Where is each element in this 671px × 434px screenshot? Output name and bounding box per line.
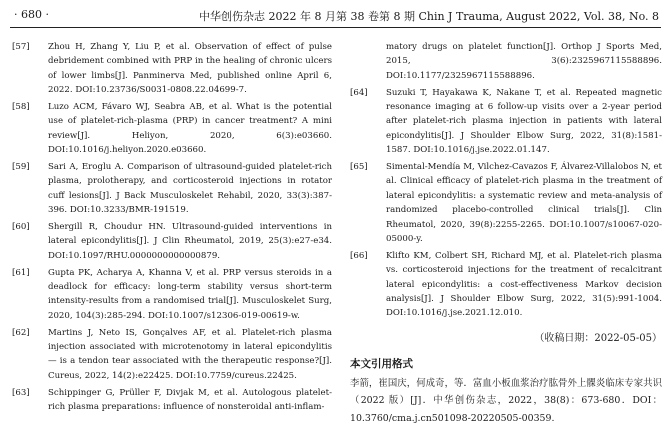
reference-text: Suzuki T, Hayakawa K, Nakane T, et al. Repeated magnetic resonance imaging at 6 follow-up visits over a 2-year period after platelet-rich plasma injection in patients with lateral epicondylitis[J]. J Shoulder Elbow Surg, 2022, 31(8):1581-1587. DOI:10.1016/j.jse.2022.01.147. (386, 87, 662, 156)
reference-item (12, 386, 332, 415)
reference-text: Schippinger G, Prüller F, Divjak M, et al. Autologous platelet-rich plasma preparations: influence of nonsteroidal anti-inflam- (48, 387, 332, 413)
reference-item (12, 160, 332, 218)
citation-heading: 本文引用格式 (350, 357, 413, 370)
reference-item (12, 266, 332, 324)
right-column (350, 40, 662, 427)
reference-item (12, 40, 332, 98)
reference-text: Simental-Mendía M, Vilchez-Cavazos F, Álvarez-Villalobos N, et al. Clinical efficacy of platelet-rich plasma in the treatment of lateral epicondylitis: a systematic review and meta-analysis of randomized placebo-controlled clinical trials[J]. Clin Rheumatol, 2020, 39(8):2255-2265. DOI:10.1007/s10067-020-05000-y. (386, 162, 662, 245)
reference-text: Sari A, Eroglu A. Comparison of ultrasound-guided platelet-rich plasma, prolotherapy, and corticosteroid injections in rotator cuff lesions[J]. J Back Musculoskelet Rehabil, 2020, 33(3):387-396. DOI:10.3233/BMR-191519. (48, 162, 332, 216)
reference-number: [59] (12, 162, 30, 173)
header-rule (10, 27, 661, 28)
reference-text: matory drugs on platelet function[J]. Orthop J Sports Med, 2015, 3(6):2325967115588896. DOI:10.1177/2325967115588896. (386, 42, 662, 81)
reference-item (350, 86, 662, 158)
reference-text: Martins J, Neto IS, Gonçalves AF, et al. Platelet-rich plasma injection associated with microtenotomy in lateral epicondylitis — is a tendon tear associated with the therapeutic response?[J]. Cureus, 2022, 14(2):e22425. DOI:10.7759/cureus.22425. (48, 327, 332, 381)
reference-number: [65] (350, 162, 368, 173)
reference-number: [58] (12, 102, 30, 113)
journal-running-title: 中华创伤杂志 2022 年 8 月第 38 卷第 8 期 Chin J Trauma, August 2022, Vol. 38, No. 8 (199, 10, 659, 23)
reference-item (350, 160, 662, 246)
reference-item-continued (350, 40, 662, 83)
reference-item (350, 249, 662, 321)
reference-number: [61] (12, 267, 30, 278)
received-date: （收稿日期：2022-05-05） (534, 332, 662, 344)
left-column (12, 40, 332, 417)
reference-number: [66] (350, 250, 368, 261)
reference-item (12, 100, 332, 158)
reference-number: [64] (350, 87, 368, 98)
citation-text: 李箭，崔国庆，何成奇，等．富血小板血浆治疗肱骨外上髁炎临床专家共识（2022 版）[J]．中华创伤杂志，2022，38(8)：673-680．DOI：10.3760/cma.j.cn501098-20220505-00359. (350, 377, 662, 424)
reference-text: Luzo ACM, Fávaro WJ, Seabra AB, et al. What is the potential use of platelet-rich-plasma (PRP) in cancer treatment? A mini review[J]. Heliyon, 2020, 6(3):e03660. DOI:10.1016/j.heliyon.2020.e03660. (48, 102, 332, 156)
reference-item (12, 326, 332, 384)
reference-item (12, 220, 332, 263)
reference-number: [62] (12, 327, 30, 338)
reference-text: Zhou H, Zhang Y, Liu P, et al. Observation of effect of pulse debridement combined with PRP in the healing of chronic ulcers of lower limbs[J]. Panminerva Med, published online April 6, 2022. DOI:10.23736/S0031-0808.22.04699-7. (48, 42, 332, 96)
reference-text: Gupta PK, Acharya A, Khanna V, et al. PRP versus steroids in a deadlock for efficacy: long-term stability versus short-term intensity-results from a randomised trial[J]. Musculoskelet Surg, 2020, 104(3):285-294. DOI:10.1007/s12306-019-00619-w. (48, 267, 332, 321)
page-header (0, 0, 671, 30)
reference-text: Shergill R, Choudur HN. Ultrasound-guided interventions in lateral epicondylitis[J]. J Clin Rheumatol, 2019, 25(3):e27-e34. DOI:10.1097/RHU.0000000000000879. (48, 222, 332, 261)
page-number: · 680 · (14, 8, 49, 21)
reference-number: [60] (12, 222, 30, 233)
reference-number: [63] (12, 387, 30, 398)
reference-number: [57] (12, 42, 30, 52)
reference-text: Klifto KM, Colbert SH, Richard MJ, et al. Platelet-rich plasma vs. corticosteroid injections for the treatment of recalcitrant lateral epicondylitis: a cost-effectiveness Markov decision analysis[J]. J Shoulder Elbow Surg, 2022, 31(5):991-1004. DOI:10.1016/j.jse.2021.12.010. (386, 250, 662, 319)
